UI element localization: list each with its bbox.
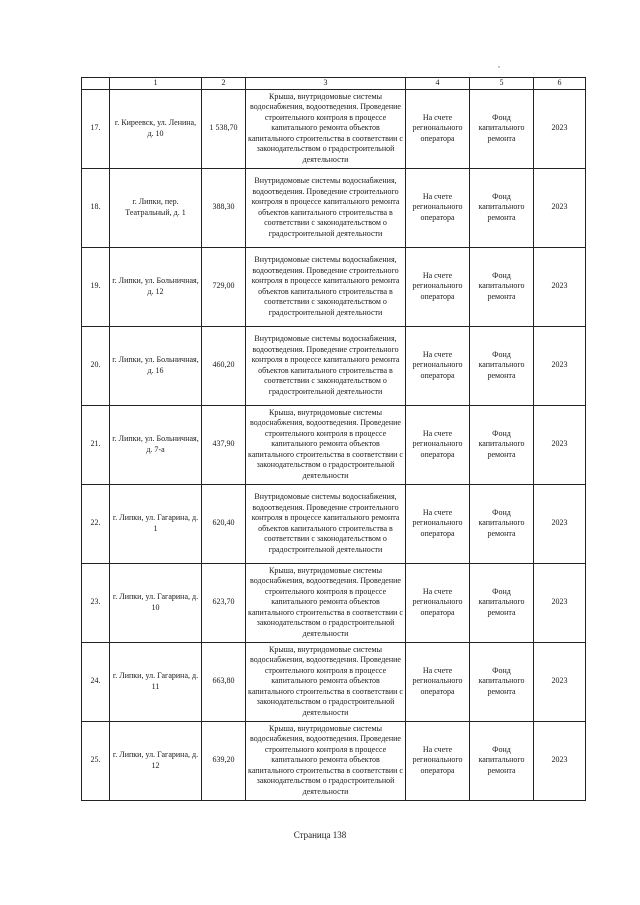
header-cell-2: 2 — [202, 78, 246, 90]
area-cell: 1 538,70 — [202, 89, 246, 168]
table-row — [82, 563, 586, 642]
table-row — [82, 484, 586, 563]
account-cell: На счете регионального оператора — [406, 89, 470, 168]
table-header-row — [82, 78, 586, 90]
account-cell: На счете регионального оператора — [406, 721, 470, 800]
works-cell: Крыша, внутридомовые системы водоснабжения, водоотведения. Проведение строительного контроля в процессе капитального ремонта объектов капитального строительства в соответствии с законодательством о градостроительной деятельности — [246, 563, 406, 642]
header-cell-4: 4 — [406, 78, 470, 90]
works-cell: Внутридомовые системы водоснабжения, водоотведения. Проведение строительного контроля в процессе капитального ремонта объектов капитального строительства в соответствии с законодательством о градостроительной деятельности — [246, 484, 406, 563]
address-cell: г. Липки, пер. Театральный, д. 1 — [110, 168, 202, 247]
year-cell: 2023 — [534, 89, 586, 168]
address-cell: г. Липки, ул. Гагарина, д. 11 — [110, 642, 202, 721]
year-cell: 2023 — [534, 721, 586, 800]
area-cell: 388,30 — [202, 168, 246, 247]
fund-cell: Фонд капитального ремонта — [470, 168, 534, 247]
year-cell: 2023 — [534, 405, 586, 484]
address-cell: г. Липки, ул. Гагарина, д. 1 — [110, 484, 202, 563]
row-number: 19. — [82, 247, 110, 326]
address-cell: г. Липки, ул. Гагарина, д. 12 — [110, 721, 202, 800]
table-row — [82, 89, 586, 168]
header-cell-3: 3 — [246, 78, 406, 90]
table-row — [82, 168, 586, 247]
area-cell: 623,70 — [202, 563, 246, 642]
area-cell: 437,90 — [202, 405, 246, 484]
account-cell: На счете регионального оператора — [406, 642, 470, 721]
works-cell: Внутридомовые системы водоснабжения, водоотведения. Проведение строительного контроля в процессе капитального ремонта объектов капитального строительства в соответствии с законодательством о градостроительной деятельности — [246, 247, 406, 326]
table-row — [82, 247, 586, 326]
address-cell: г. Липки, ул. Больничная, д. 7-а — [110, 405, 202, 484]
works-cell: Крыша, внутридомовые системы водоснабжения, водоотведения. Проведение строительного контроля в процессе капитального ремонта объектов капитального строительства в соответствии с законодательством о градостроительной деятельности — [246, 642, 406, 721]
area-cell: 729,00 — [202, 247, 246, 326]
area-cell: 663,80 — [202, 642, 246, 721]
fund-cell: Фонд капитального ремонта — [470, 721, 534, 800]
table-row — [82, 326, 586, 405]
address-cell: г. Киреевск, ул. Ленина, д. 10 — [110, 89, 202, 168]
row-number: 18. — [82, 168, 110, 247]
row-number: 20. — [82, 326, 110, 405]
works-cell: Крыша, внутридомовые системы водоснабжения, водоотведения. Проведение строительного контроля в процессе капитального ремонта объектов капитального строительства в соответствии с законодательством о градостроительной деятельности — [246, 89, 406, 168]
area-cell: 620,40 — [202, 484, 246, 563]
account-cell: На счете регионального оператора — [406, 405, 470, 484]
page-number: Страница 138 — [293, 830, 347, 840]
header-cell-5: 5 — [470, 78, 534, 90]
account-cell: На счете регионального оператора — [406, 168, 470, 247]
account-cell: На счете регионального оператора — [406, 484, 470, 563]
header-cell-6: 6 — [534, 78, 586, 90]
fund-cell: Фонд капитального ремонта — [470, 563, 534, 642]
address-cell: г. Липки, ул. Гагарина, д. 10 — [110, 563, 202, 642]
works-cell: Крыша, внутридомовые системы водоснабжения, водоотведения. Проведение строительного контроля в процессе капитального ремонта объектов капитального строительства в соответствии с законодательством о градостроительной деятельности — [246, 405, 406, 484]
works-cell: Крыша, внутридомовые системы водоснабжения, водоотведения. Проведение строительного контроля в процессе капитального ремонта объектов капитального строительства в соответствии с законодательством о градостроительной деятельности — [246, 721, 406, 800]
address-cell: г. Липки, ул. Больничная, д. 12 — [110, 247, 202, 326]
works-cell: Внутридомовые системы водоснабжения, водоотведения. Проведение строительного контроля в процессе капитального ремонта объектов капитального строительства в соответствии с законодательством о градостроительной деятельности — [246, 168, 406, 247]
works-cell: Внутридомовые системы водоснабжения, водоотведения. Проведение строительного контроля в процессе капитального ремонта объектов капитального строительства в соответствии с законодательством о градостроительной деятельности — [246, 326, 406, 405]
year-cell: 2023 — [534, 168, 586, 247]
year-cell: 2023 — [534, 247, 586, 326]
row-number: 23. — [82, 563, 110, 642]
header-cell-1: 1 — [110, 78, 202, 90]
year-cell: 2023 — [534, 484, 586, 563]
year-cell: 2023 — [534, 563, 586, 642]
fund-cell: Фонд капитального ремонта — [470, 484, 534, 563]
row-number: 22. — [82, 484, 110, 563]
fund-cell: Фонд капитального ремонта — [470, 89, 534, 168]
row-number: 21. — [82, 405, 110, 484]
row-number: 17. — [82, 89, 110, 168]
fund-cell: Фонд капитального ремонта — [470, 326, 534, 405]
account-cell: На счете регионального оператора — [406, 326, 470, 405]
row-number: 25. — [82, 721, 110, 800]
fund-cell: Фонд капитального ремонта — [470, 247, 534, 326]
table-row — [82, 642, 586, 721]
row-number: 24. — [82, 642, 110, 721]
table-row — [82, 405, 586, 484]
account-cell: На счете регионального оператора — [406, 247, 470, 326]
fund-cell: Фонд капитального ремонта — [470, 405, 534, 484]
account-cell: На счете регионального оператора — [406, 563, 470, 642]
address-cell: г. Липки, ул. Больничная, д. 16 — [110, 326, 202, 405]
table-row — [82, 721, 586, 800]
fund-cell: Фонд капитального ремонта — [470, 642, 534, 721]
year-cell: 2023 — [534, 326, 586, 405]
header-cell-blank — [82, 78, 110, 90]
scan-speck: , — [498, 60, 500, 69]
repair-schedule-table — [81, 77, 586, 801]
area-cell: 639,20 — [202, 721, 246, 800]
area-cell: 460,20 — [202, 326, 246, 405]
year-cell: 2023 — [534, 642, 586, 721]
